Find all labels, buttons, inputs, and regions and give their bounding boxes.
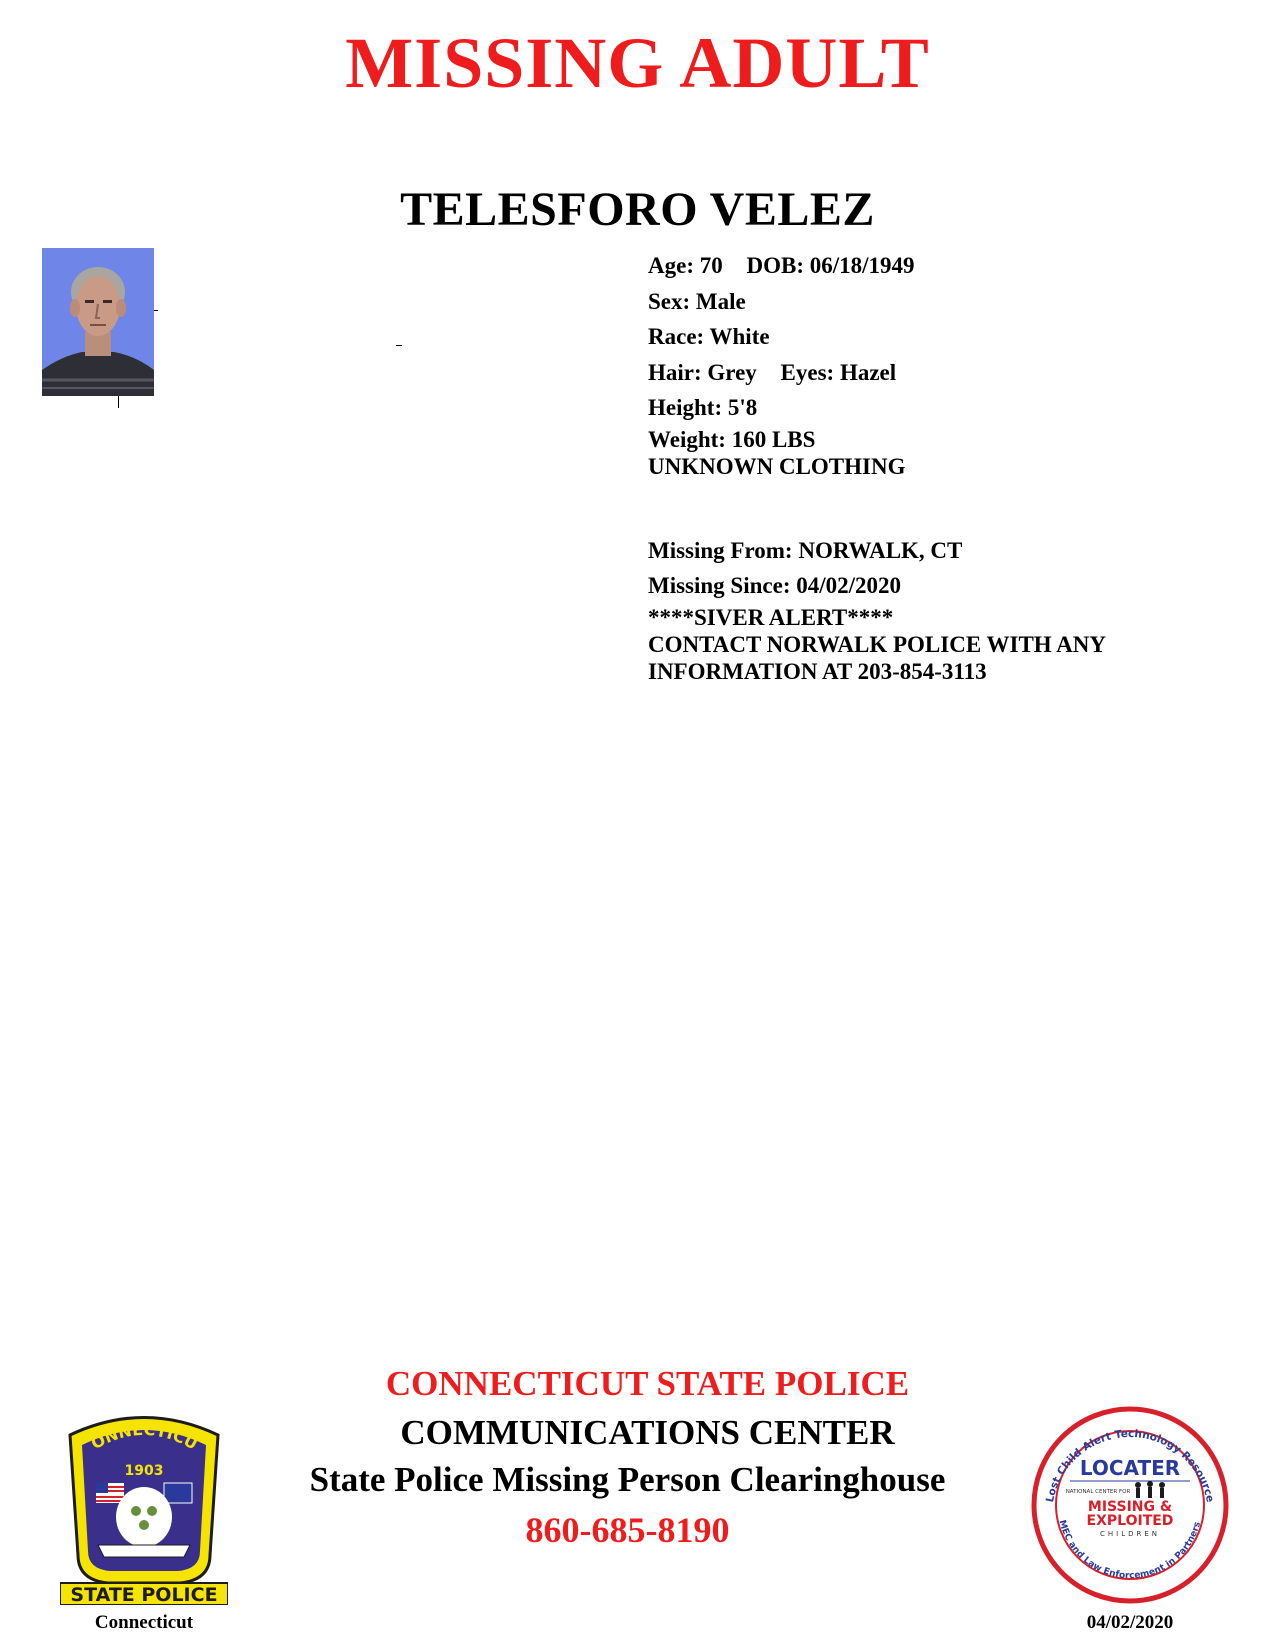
sex-row: Sex: Male (648, 288, 746, 314)
footer-agency: CONNECTICUT STATE POLICE (385, 1364, 910, 1403)
badge-bottom-text: STATE POLICE (70, 1584, 218, 1605)
badge-caption: Connecticut (94, 1612, 194, 1633)
locater-sub-red1: MISSING & (1087, 1499, 1173, 1515)
age-value: 70 (699, 253, 723, 278)
age-dob-row (648, 248, 1248, 284)
missing-from-row: Missing From: NORWALK, CT (648, 537, 963, 563)
locater-ring-text: Lost Child Alert Technology Resource (1044, 1427, 1216, 1504)
locater-logo (1030, 1405, 1230, 1605)
badge-year: 1903 (124, 1463, 164, 1479)
locater-sub-children: CHILDREN (1099, 1530, 1161, 1538)
badge-top-text: ONNECTICU (87, 1419, 201, 1454)
dob-label: DOB: (746, 253, 804, 278)
footer-date: 04/02/2020 (1086, 1612, 1174, 1633)
missing-since-row: Missing Since: 04/02/2020 (648, 573, 902, 598)
footer-clearinghouse: State Police Missing Person Clearinghouse (309, 1460, 946, 1499)
locater-logo-icon (1030, 1405, 1230, 1605)
person-details (648, 248, 1248, 685)
footer-phone: 860-685-8190 (525, 1510, 730, 1550)
contact-line-1: CONTACT NORWALK POLICE WITH ANY (648, 631, 1106, 657)
footer-center: COMMUNICATIONS CENTER (400, 1413, 895, 1452)
children-figures-icon (1135, 1481, 1165, 1498)
dob-value: 06/18/1949 (809, 253, 915, 278)
weight-row: Weight: 160 LBS (648, 426, 816, 452)
portrait-illustration (42, 248, 154, 396)
age-label: Age: (648, 253, 694, 278)
locater-bottom-ring-text: MEC and Law Enforcement in Partners (1056, 1519, 1204, 1582)
contact-line-2: INFORMATION AT 203-854-3113 (648, 658, 987, 684)
silver-alert-row: ****SIVER ALERT**** (648, 604, 894, 630)
scan-mark (118, 396, 119, 408)
hair-eyes-row (648, 355, 1248, 391)
locater-title: LOCATER (1079, 1456, 1181, 1480)
state-police-badge (60, 1405, 228, 1605)
scan-mark (154, 310, 158, 311)
race-row: Race: White (648, 324, 770, 349)
clothing-row: UNKNOWN CLOTHING (648, 453, 906, 479)
locater-sub-small: NATIONAL CENTER FOR (1065, 1489, 1131, 1495)
scan-mark (396, 345, 402, 346)
person-photo (42, 248, 154, 396)
height-row: Height: 5'8 (648, 395, 758, 420)
locater-sub-red2: EXPLOITED (1086, 1513, 1174, 1529)
headline: MISSING ADULT (345, 23, 930, 103)
eyes-value: Eyes: Hazel (780, 359, 897, 385)
state-police-badge-icon (60, 1405, 228, 1605)
hair-value: Hair: Grey (648, 359, 757, 385)
person-name: TELESFORO VELEZ (400, 183, 875, 236)
